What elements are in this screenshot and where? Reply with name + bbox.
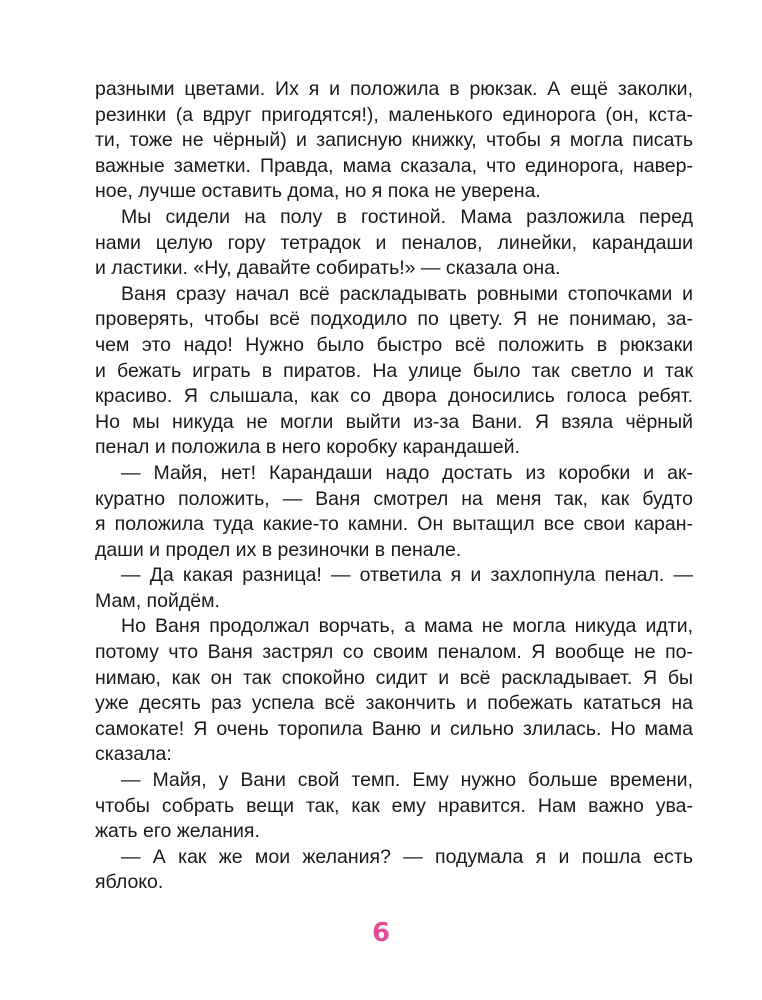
text-line: красиво. Я слышала, как со двора доносились голоса ребят. xyxy=(95,385,693,408)
text-line: куратно положить, — Ваня смотрел на меня так, как будто xyxy=(95,487,693,510)
text-line: и бежать играть в пиратов. На улице было так светло и так xyxy=(95,359,693,382)
text-line: сказала: xyxy=(95,743,172,766)
text-line: яблоко. xyxy=(95,871,164,894)
paragraph-8 xyxy=(95,845,693,896)
text-line: — Да какая разница! — ответила я и захлопнула пенал. — xyxy=(121,564,693,587)
paragraph-5 xyxy=(95,563,693,614)
text-line: жать его желания. xyxy=(95,820,260,843)
text-line: — А как же мои желания? — подумала я и пошла есть xyxy=(121,845,693,868)
text-line: я положила туда какие-то камни. Он вытащил все свои каран- xyxy=(95,513,693,536)
text-line: Но Ваня продолжал ворчать, а мама не могла никуда идти, xyxy=(121,615,693,638)
text-line: проверять, чтобы всё подходило по цвету. Я не понимаю, за- xyxy=(95,308,693,331)
text-line: потому что Ваня застрял со своим пеналом. Я вообще не по- xyxy=(95,641,693,664)
text-line: разными цветами. Их я и положила в рюкзак. А ещё заколки, xyxy=(95,78,693,100)
text-line: Ваня сразу начал всё раскладывать ровными стопочками и xyxy=(121,282,693,305)
text-line: и ластики. «Ну, давайте собирать!» — сказала она. xyxy=(95,257,561,280)
text-line: нами целую гору тетрадок и пеналов, линейки, карандаши xyxy=(95,231,693,254)
text-line: Но мы никуда не могли выйти из-за Вани. Я взяла чёрный xyxy=(95,410,693,433)
text-line: даши и продел их в резиночки в пенале. xyxy=(95,538,462,561)
paragraph-1 xyxy=(95,77,693,205)
text-line: Мам, пойдём. xyxy=(95,589,220,612)
text-line: нимаю, как он так спокойно сидит и всё раскладывает. Я бы xyxy=(95,666,693,689)
text-line: — Майя, у Вани свой темп. Ему нужно больше времени, xyxy=(121,769,693,792)
text-line: уже десять раз успела всё закончить и побежать кататься на xyxy=(95,692,693,715)
page-body xyxy=(95,77,693,896)
paragraph-3 xyxy=(95,282,693,461)
text-line: важные заметки. Правда, мама сказала, что единорога, навер- xyxy=(95,154,693,177)
text-line: ное, лучше оставить дома, но я пока не уверена. xyxy=(95,180,541,203)
text-line: резинки (а вдруг пригодятся!), маленького единорога (он, кста- xyxy=(95,103,693,126)
text-line: чтобы собрать вещи так, как ему нравится. Нам важно ува- xyxy=(95,794,693,817)
text-line: самокате! Я очень торопила Ваню и сильно злилась. Но мама xyxy=(95,717,693,740)
text-line: Мы сидели на полу в гостиной. Мама разложила перед xyxy=(121,205,693,228)
text-line: ти, тоже не чёрный) и записную книжку, чтобы я могла писать xyxy=(95,129,693,152)
paragraph-6 xyxy=(95,614,693,768)
text-line: чем это надо! Нужно было быстро всё положить в рюкзаки xyxy=(95,333,693,356)
paragraph-4 xyxy=(95,461,693,563)
text-line: пенал и положила в него коробку карандашей. xyxy=(95,436,520,459)
text-line: — Майя, нет! Карандаши надо достать из коробки и ак- xyxy=(121,461,693,484)
paragraph-7 xyxy=(95,768,693,845)
paragraph-2 xyxy=(95,205,693,282)
page-number: 6 xyxy=(371,918,391,948)
